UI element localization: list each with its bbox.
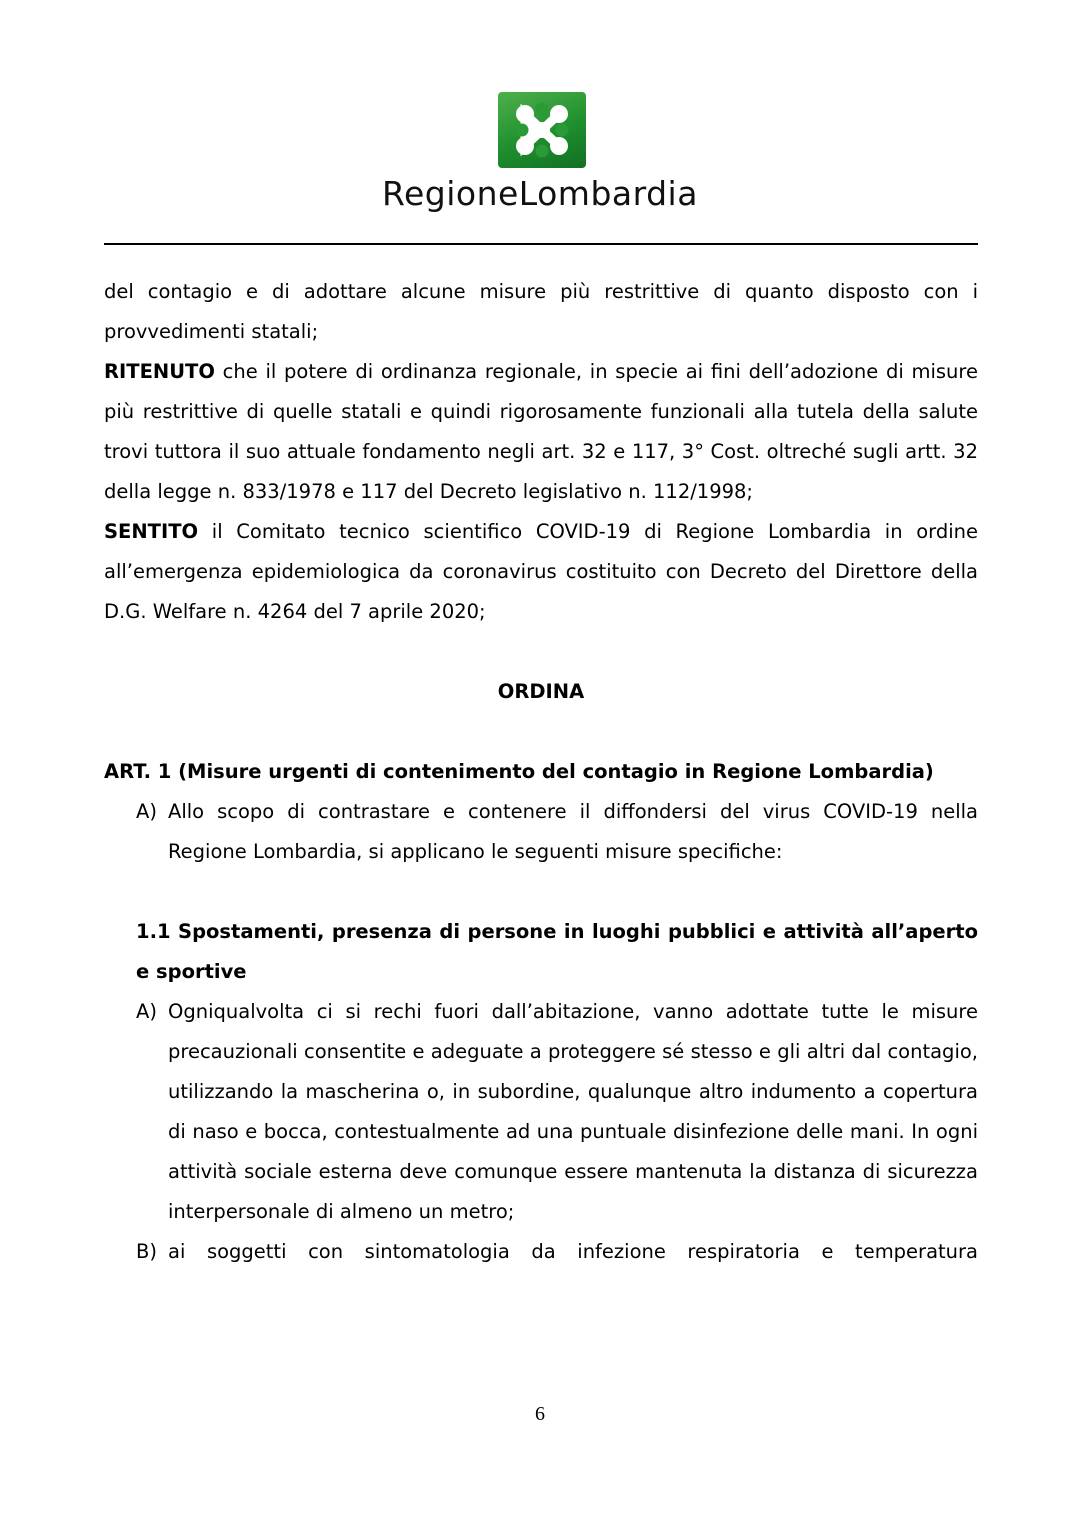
- ritenuto-label: RITENUTO: [104, 360, 215, 383]
- sentito-text: il Comitato tecnico scientifico COVID-19 di Regione Lombardia in ordine all’emergenza epidemiologica da coronavirus costituito con Decreto del Direttore della D.G. Welfare n. 4264 del 7 aprile 2020;: [104, 520, 978, 623]
- item-marker: A): [136, 800, 157, 823]
- sentito-label: SENTITO: [104, 520, 199, 543]
- ritenuto-text: che il potere di ordinanza regionale, in specie ai fini dell’adozione di misure più restrittive di quelle statali e quindi rigorosamente funzionali alla tutela della salute trovi tuttora il suo attuale fondamento negli art. 32 e 117, 3° Cost. oltreché sugli artt. 32 della legge n. 833/1978 e 117 del Decreto legislativo n. 112/1998;: [104, 360, 978, 503]
- item-text: Allo scopo di contrastare e contenere il diffondersi del virus COVID-19 nella Regione Lombardia, si applicano le seguenti misure specifiche:: [168, 800, 978, 863]
- article-1-title-text: ART. 1 (Misure urgenti di contenimento del contagio in Regione Lombardia): [104, 760, 934, 783]
- lombardy-rose-icon: [511, 101, 573, 159]
- paragraph-sentito: [104, 512, 978, 632]
- section-1-1-item-b: [104, 1232, 978, 1272]
- page-number: 6: [535, 1403, 545, 1425]
- paragraph-ritenuto: [104, 352, 978, 512]
- article-1-title: [104, 752, 978, 792]
- item-marker: B): [136, 1240, 157, 1263]
- item-marker: A): [136, 1000, 157, 1023]
- paragraph-contagio: del contagio e di adottare alcune misure più restrittive di quanto disposto con i provvedimenti statali;: [104, 280, 978, 343]
- spacer: [104, 712, 978, 752]
- document-body: [104, 272, 978, 1272]
- section-1-1-title: 1.1 Spostamenti, presenza di persone in luoghi pubblici e attività all’aperto e sportive: [136, 920, 978, 983]
- header-divider: [104, 243, 978, 245]
- brand-name: RegioneLombardia: [382, 174, 698, 213]
- item-text: ai soggetti con sintomatologia da infezione respiratoria e temperatura: [168, 1240, 978, 1263]
- item-text: Ogniqualvolta ci si rechi fuori dall’abitazione, vanno adottate tutte le misure precauzionali consentite e adeguate a proteggere sé stesso e gli altri dal contagio, utilizzando la mascherina o, in subordine, qualunque altro indumento a copertura di naso e bocca, contestualmente ad una puntuale disinfezione delle mani. In ogni attività sociale esterna deve comunque essere mantenuta la distanza di sicurezza interpersonale di almeno un metro;: [168, 1000, 978, 1223]
- spacer: [104, 632, 978, 672]
- ordina-heading: ORDINA: [497, 680, 585, 703]
- regione-lombardia-logo: [498, 92, 586, 168]
- section-1-1-item-a: [104, 992, 978, 1232]
- spacer: [104, 872, 978, 912]
- article-1-item-a: [104, 792, 978, 872]
